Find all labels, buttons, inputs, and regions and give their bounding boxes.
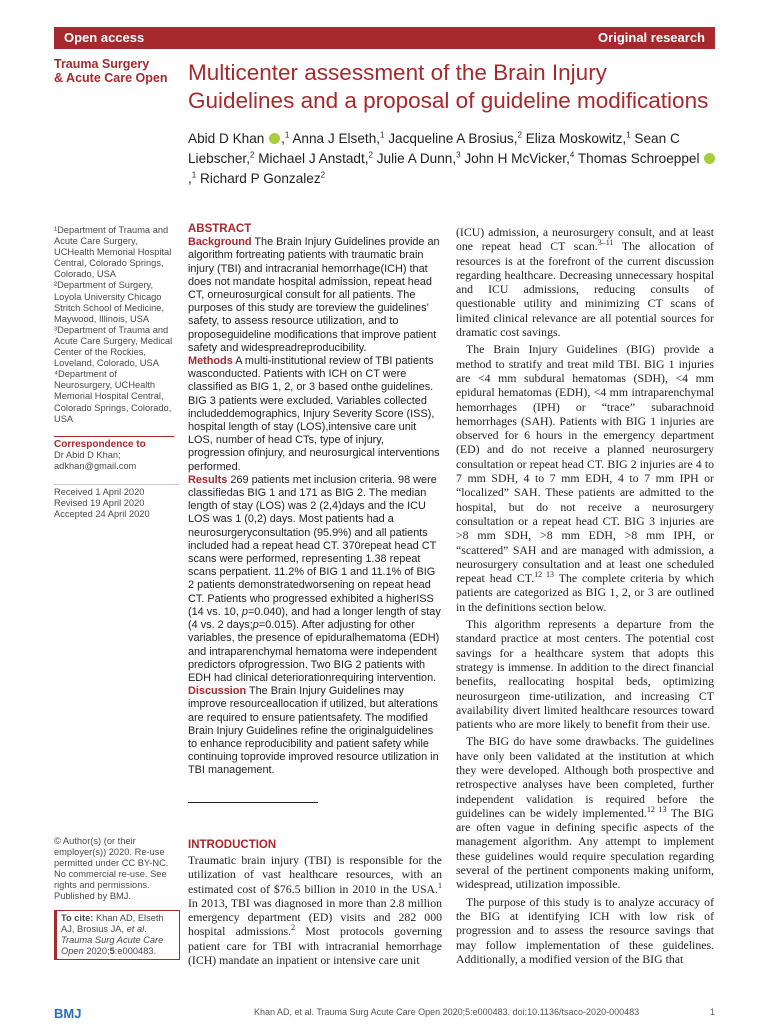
correspondence-heading: Correspondence to — [54, 439, 146, 450]
to-cite-box: To cite: Khan AD, Elseth AJ, Brosius JA, et al. Trauma Surg Acute Care Open 2020;5:e000483. — [54, 910, 180, 960]
methods-text: A multi-institutional review of TBI patients wasconducted. Patients with ICH on CT were classified as BIG 1, 2, or 3 based onthe guidelines. BIG 3 patients were excluded. Variables collected includeddemographics, Injury Severity Score (ISS), hospital length of stay (LOS),intensive care unit LOS, number of head CTs, type of injury, progression ofinjury, and neurosurgical interventions performed. — [188, 355, 440, 473]
body-paragraph-3: This algorithm represents a departure from the standard practice at most centers. The potential cost savings for a healthcare system that adopts this strategy is immense. In addition to the direct financial benefits, reallocating hospital beds, optimizing neurosurgeon time-utilization, and increasing CT availability divert limited healthcare resources toward patients who are more likely to benefit from their use. — [456, 617, 714, 732]
journal-name — [54, 57, 179, 85]
open-access-label: Open access — [64, 30, 145, 45]
copyright-notice: © Author(s) (or their employer(s)) 2020. Re-use permitted under CC BY-NC. No commercial re-use. See rights and permissions. Published by BMJ. — [54, 836, 169, 902]
journal-name-line1: Trauma Surgery — [54, 57, 150, 71]
abstract-discussion — [188, 685, 443, 777]
body-paragraph-1: (ICU) admission, a neurosurgery consult, and at least one repeat head CT scan.$^{3-11}$ The allocation of resources is at the forefront of the current discussion regarding healthcare. Decreasing unnecessary hospital and ICU admissions, reducing consults of questionable utility and minimizing CT scans of limited clinical relevance are all potential sources for dramatic cost savings. — [456, 225, 714, 340]
article-type-label: Original research — [598, 30, 705, 45]
background-text: The Brain Injury Guidelines provide an algorithm fortreating patients with traumatic brain injury (TBI) and intracranial hemorrhage(ICH) that does not mandate hospital admission, repeat head CT, orneurosurgical consult for all patients. The purposes of this study are toreview the guidelines’ safety, to assess resource utilization, and to proposeguideline modifications that improve patient safety and widespreadreproducibility. — [188, 236, 440, 354]
abstract-background — [188, 236, 443, 355]
body-paragraph-4: The BIG do have some drawbacks. The guidelines have only been validated at the institution at which they were developed. Although both prospective and retrospective analyses have been completed, further independent validation is required before the guidelines can be widely implemented.$^{12 13}$ The BIG are often vague in defining specific aspects of the management algorithm. Any attempt to implement these guidelines would require speculation regarding several of the pertinent components making uniform, widespread, utilization impossible. — [456, 734, 715, 892]
abstract-divider — [188, 802, 318, 803]
correspondence — [54, 436, 174, 472]
introduction-heading: INTRODUCTION — [188, 839, 277, 851]
author-list: Abid D Khan ,$^1$ Anna J Elseth,$^1$ Jacqueline A Brosius,$^2$ Eliza Moskowitz,$^1$ Sean C Liebscher,$^2$ Michael J Anstadt,$^2$ Julie A Dunn,$^3$ John H McVicker,$^4$ Thomas Schroeppel ,$^1$ Richard P Gonzalez$^2$ — [188, 129, 718, 189]
body-paragraph-2: The Brain Injury Guidelines (BIG) provide a method to stratify and treat mild TBI. BIG 1 injuries are <4 mm subdural hematomas (SDH), <4 mm epidural hematomas (EDH), <4 mm intraparenchymal hemorrhages (IPH) or “trace” subarachnoid hemorrhages (SAH). Patients with BIG 1 injuries are observed for 6 hours in the emergency department (ED) and do not receive a planned neurosurgery consultation or repeat head CT. BIG 2 injuries are 4 to 7 mm SDH, 4 to 7 mm EDH, 4 to 7 mm IPH or “localized” SAH. These patients are admitted to the hospital, but do not receive a neurosurgery consultation or a repeat head CT. BIG 3 injuries are >8 mm SDH, >8 mm EDH, >8 mm IPH, or “scattered” SAH and are managed with admission, a neurosurgery consultation and at least one scheduled repeat head CT.$^{12 13}$ The complete criteria by which patients are categorized as BIG 1, 2, or 3 are outlined in the definitions section below. — [456, 342, 714, 614]
abstract — [188, 223, 443, 778]
header-bar — [54, 27, 715, 49]
methods-label: Methods — [188, 355, 233, 368]
abstract-methods — [188, 355, 443, 474]
background-label: Background — [188, 236, 252, 249]
affiliation-1: ¹Department of Trauma and Acute Care Surgery, UCHealth Memorial Hospital Central, Colorado Springs, Colorado, USA — [54, 225, 172, 280]
discussion-label: Discussion — [188, 685, 247, 698]
body-paragraph-5: The purpose of this study is to analyze accuracy of the BIG at identifying ICH with low risk of progression and to assess the resource savings that may follow implementation of these guidelines. Additionally, a modified version of the BIG that — [456, 894, 714, 966]
abstract-heading: ABSTRACT — [188, 223, 252, 235]
accepted-date: Accepted 24 April 2020 — [54, 509, 150, 520]
discussion-text: The Brain Injury Guidelines may improve resourceallocation if utilized, but alterations are required to ensure patientsafety. The modified Brain Injury Guidelines refine the originalguidelines to enhance reproducibility and patient safety while continuing toprovide improved resource utilization in TBI management. — [188, 685, 439, 777]
affiliation-4: ⁴Department of Neurosurgery, UCHealth Memorial Hospital Central, Colorado Springs, Colorado, USA — [54, 369, 172, 424]
revised-date: Revised 19 April 2020 — [54, 498, 145, 509]
results-text: 269 patients met inclusion criteria. 98 were classifiedas BIG 1 and 171 as BIG 2. The median length of stay (LOS) was 2 (2,4)days and the ICU LOS was 1 (0,2) days. Most patients had a neurosurgeryconsultation (95.9%) and all patients included had a repeat head CT. 370repeat head CT scans were performed, representing 1.38 repeat scans perpatient. 11.2% of BIG 1 and 11.1% of BIG 2 patients demonstratedworsening on repeat head CT. Patients who progressed exhibited a higherISS (14 vs. 10, p=0.040), and had a longer length of stay (4 vs. 2 days;p=0.015). After adjusting for other variables, the presence of epiduralhematoma (EDH) and intraparenchymal hematoma were independent predictors ofprogression. Two BIG 2 patients with EDH had clinical deteriorationrequiring intervention. — [188, 473, 441, 684]
introduction-text — [188, 853, 442, 967]
article-dates — [54, 484, 179, 520]
footer-citation: Khan AD, et al. Trauma Surg Acute Care Open 2020;5:e000483. doi:10.1136/tsaco-2020-000483 — [254, 1007, 640, 1017]
page-footer — [54, 1006, 715, 1022]
affiliation-3: ³Department of Trauma and Acute Care Surgery, Medical Center of the Rockies, Loveland, Colorado, USA — [54, 324, 173, 369]
journal-name-line2: & Acute Care Open — [54, 71, 168, 85]
affiliation-2: ²Department of Surgery, Loyola University Chicago Stritch School of Medicine, Maywood, Illinois, USA — [54, 280, 165, 324]
correspondence-text: Dr Abid D Khan; adkhan@gmail.com — [54, 450, 137, 472]
received-date: Received 1 April 2020 — [54, 487, 145, 497]
affiliations — [54, 225, 174, 425]
bmj-logo: BMJ — [54, 1006, 82, 1021]
abstract-results — [188, 474, 443, 685]
body-right-column — [456, 225, 714, 969]
results-label: Results — [188, 473, 228, 486]
article-title: Multicenter assessment of the Brain Injury Guidelines and a proposal of guideline modifications — [188, 60, 709, 113]
page-number: 1 — [709, 1007, 715, 1017]
introduction-paragraph: Traumatic brain injury (TBI) is responsible for the utilization of vast healthcare resources, with an estimated cost of $76.5 billion in 2010 in the USA.$^1$ In 2013, TBI was diagnosed in more than 2.8 million emergency department (ED) visits and 282 000 hospital admissions.$^2$ Most protocols governing patient care for TBI with intracranial hemorrhage (ICH) mandate an inpatient or intensive care unit — [188, 853, 442, 968]
